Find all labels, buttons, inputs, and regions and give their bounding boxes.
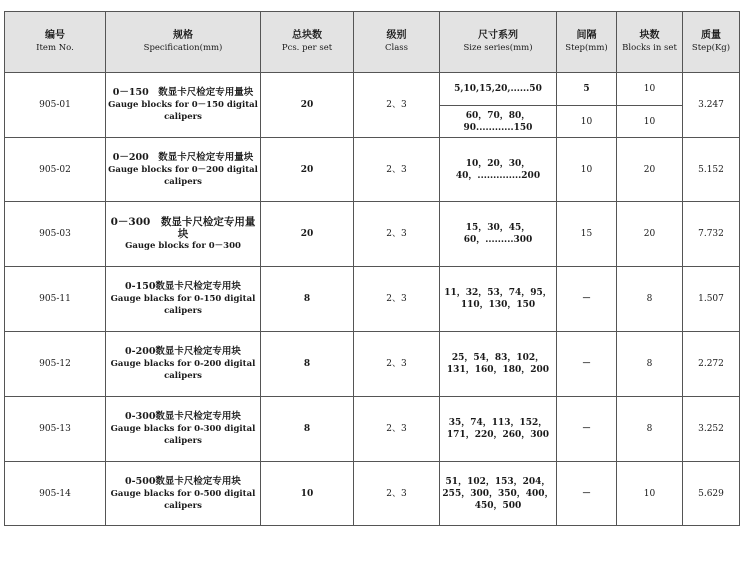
- class-cell: 2、3: [354, 73, 440, 138]
- pcs-cell: 20: [261, 202, 354, 267]
- header-size: 尺寸系列 Size series(mm): [440, 12, 557, 73]
- table-row: [5, 332, 740, 397]
- weight-cell: 3.247: [683, 73, 740, 138]
- size-cell: 25，54，83，102，131，160，180，200: [440, 332, 557, 397]
- spec-cell: 0-500数显卡尺检定专用块 Gauge blacks for 0-500 digital calipers: [106, 462, 261, 526]
- spec-cell: 0－300 数显卡尺检定专用量块 Gauge blocks for 0－300: [106, 202, 261, 267]
- size-cell: 35，74，113，152，171，220，260，300: [440, 397, 557, 462]
- header-weight: 质量 Step(Kg): [683, 12, 740, 73]
- weight-cell: 2.272: [683, 332, 740, 397]
- table-row: [5, 462, 740, 526]
- blocks-cell: 8: [617, 332, 683, 397]
- header-pcs: 总块数 Pcs. per set: [261, 12, 354, 73]
- step-cell: 10: [557, 138, 617, 202]
- size-cell: 51，102，153，204，255，300，350，400，450，500: [440, 462, 557, 526]
- step-cell: －: [557, 267, 617, 332]
- item-no-cell: 905-12: [5, 332, 106, 397]
- weight-cell: 3.252: [683, 397, 740, 462]
- weight-cell: 5.629: [683, 462, 740, 526]
- item-no-cell: 905-03: [5, 202, 106, 267]
- size-cell: 15，30，45，60，.........300: [440, 202, 557, 267]
- size-cell: 11，32，53，74，95，110，130，150: [440, 267, 557, 332]
- pcs-cell: 8: [261, 267, 354, 332]
- spec-cell: 0-200数显卡尺检定专用块 Gauge blacks for 0-200 digital calipers: [106, 332, 261, 397]
- header-step: 间隔 Step(mm): [557, 12, 617, 73]
- blocks-cell: 20: [617, 138, 683, 202]
- blocks-cell: 10: [617, 462, 683, 526]
- spec-cell: 0－200 数显卡尺检定专用量块 Gauge blocks for 0－200 digital calipers: [106, 138, 261, 202]
- step-cell: 15: [557, 202, 617, 267]
- class-cell: 2、3: [354, 397, 440, 462]
- size-cell: 5,10,15,20,......50: [440, 73, 557, 106]
- item-no-cell: 905-11: [5, 267, 106, 332]
- blocks-cell: 10: [617, 106, 683, 138]
- size-cell: 10，20，30，40，..............200: [440, 138, 557, 202]
- class-cell: 2、3: [354, 138, 440, 202]
- size-cell: 60，70，80，90............150: [440, 106, 557, 138]
- item-no-cell: 905-14: [5, 462, 106, 526]
- blocks-cell: 20: [617, 202, 683, 267]
- spec-cell: 0-150数显卡尺检定专用块 Gauge blacks for 0-150 digital calipers: [106, 267, 261, 332]
- item-no-cell: 905-01: [5, 73, 106, 138]
- table-header-row: [5, 12, 740, 73]
- header-spec: 规格 Specification(mm): [106, 12, 261, 73]
- class-cell: 2、3: [354, 332, 440, 397]
- table-row: [5, 202, 740, 267]
- class-cell: 2、3: [354, 202, 440, 267]
- header-blocks: 块数 Blocks in set: [617, 12, 683, 73]
- blocks-cell: 8: [617, 397, 683, 462]
- step-cell: －: [557, 332, 617, 397]
- step-cell: －: [557, 462, 617, 526]
- pcs-cell: 20: [261, 73, 354, 138]
- table-row: [5, 397, 740, 462]
- step-cell: 5: [557, 73, 617, 106]
- item-no-cell: 905-13: [5, 397, 106, 462]
- table-row: [5, 267, 740, 332]
- class-cell: 2、3: [354, 462, 440, 526]
- item-no-cell: 905-02: [5, 138, 106, 202]
- class-cell: 2、3: [354, 267, 440, 332]
- weight-cell: 1.507: [683, 267, 740, 332]
- weight-cell: 7.732: [683, 202, 740, 267]
- weight-cell: 5.152: [683, 138, 740, 202]
- blocks-cell: 8: [617, 267, 683, 332]
- pcs-cell: 10: [261, 462, 354, 526]
- step-cell: 10: [557, 106, 617, 138]
- header-item-no: 编号 Item No.: [5, 12, 106, 73]
- step-cell: －: [557, 397, 617, 462]
- table-row: [5, 73, 740, 106]
- pcs-cell: 8: [261, 332, 354, 397]
- spec-cell: 0－150 数显卡尺检定专用量块 Gauge blocks for 0－150 digital calipers: [106, 73, 261, 138]
- spec-cell: 0-300数显卡尺检定专用块 Gauge blacks for 0-300 digital calipers: [106, 397, 261, 462]
- table-row: [5, 138, 740, 202]
- header-class: 级别 Class: [354, 12, 440, 73]
- blocks-cell: 10: [617, 73, 683, 106]
- gauge-block-spec-table: [4, 11, 740, 526]
- pcs-cell: 8: [261, 397, 354, 462]
- pcs-cell: 20: [261, 138, 354, 202]
